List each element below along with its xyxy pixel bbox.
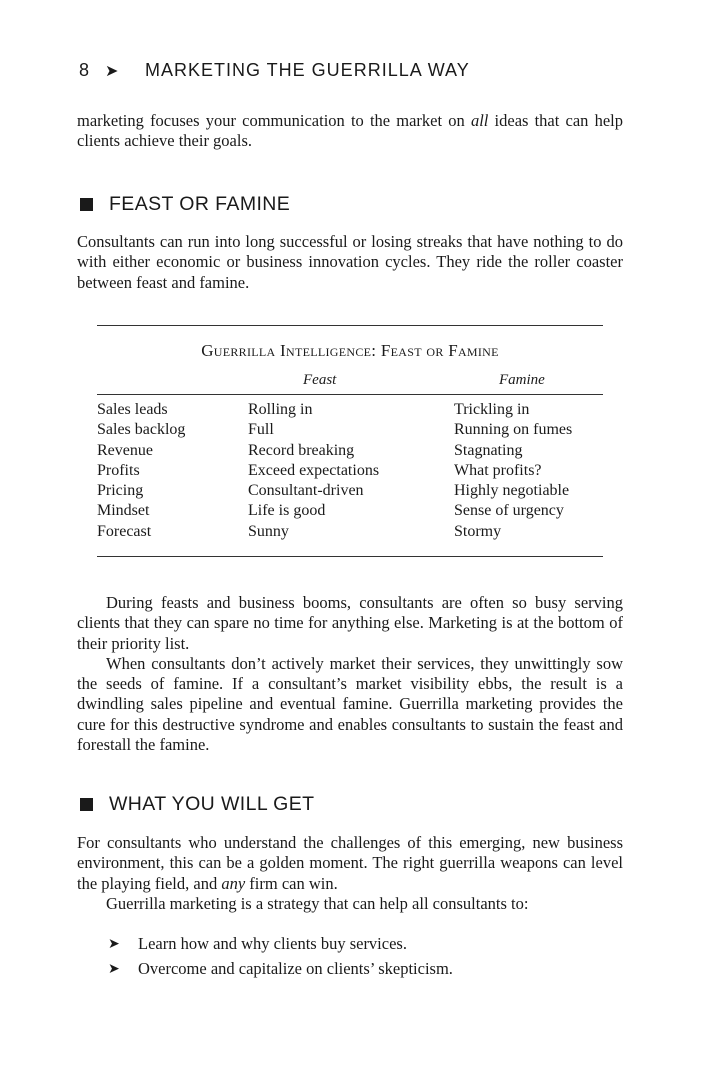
table-cell-famine: Stormy: [454, 522, 502, 540]
section-heading-what-you-will-get: WHAT YOU WILL GET: [80, 793, 314, 816]
sidebar-header-rule: [97, 394, 603, 395]
table-row-label: Sales leads: [97, 401, 168, 418]
sidebar-bottom-rule: [97, 556, 603, 557]
arrow-icon: ➤: [105, 63, 120, 80]
square-bullet-icon: [80, 198, 93, 211]
table-column-labels: [97, 400, 185, 542]
table-cell-feast: Life is good: [248, 502, 326, 520]
table-row-label: Sales backlog: [97, 421, 186, 439]
table-row-label: Profits: [97, 461, 140, 479]
table-cell-feast: Sunny: [248, 522, 289, 540]
table-column-feast: [248, 400, 379, 542]
table-cell-famine: Highly negotiable: [454, 482, 570, 500]
table-cell-feast: Exceed expectations: [248, 461, 380, 479]
intro-paragraph: marketing focuses your communication to the market on all ideas that can help clients achieve their goals.: [77, 111, 623, 151]
column-header-famine: Famine: [499, 372, 545, 388]
square-bullet-icon: [80, 798, 93, 811]
arrow-bullet-icon: ➤: [108, 960, 120, 977]
feast-intro-paragraph: Consultants can run into long successful or losing streaks that have nothing to do with either economic or business innovation cycles. They ride the roller coaster between feast and famine.: [77, 232, 623, 292]
get-body: [77, 833, 623, 914]
sidebar-title: Guerrilla Intelligence: Feast or Famine: [201, 341, 499, 360]
get-body-paragraph-2: Guerrilla marketing is a strategy that can help all consultants to:: [106, 893, 529, 913]
table-cell-feast: Full: [248, 421, 274, 439]
list-item: ➤ Overcome and capitalize on clients’ skepticism.: [108, 957, 453, 982]
emphasis-all: all: [470, 111, 489, 130]
emphasis-any: any: [221, 873, 246, 893]
table-column-famine: [454, 400, 572, 542]
table-cell-famine: Trickling in: [454, 401, 530, 418]
table-cell-feast: Rolling in: [248, 401, 313, 418]
bullet-list: [108, 932, 453, 981]
list-item: ➤ Learn how and why clients buy services.: [108, 932, 453, 957]
feast-body-paragraph-2: When consultants don’t actively market their services, they unwittingly sow the seeds of famine. If a consultant’s market visibility ebbs, the result is a dwindling sales pipeline and eventual famine. Guerrilla marketing provides the cure for this destructive syndrome and enables consultants to sustain the feast and forestall the famine.: [77, 653, 623, 755]
sidebar-top-rule: [97, 325, 603, 326]
table-cell-feast: Record breaking: [248, 441, 355, 459]
arrow-bullet-icon: ➤: [108, 936, 120, 952]
running-title: MARKETING THE GUERRILLA WAY: [145, 60, 470, 80]
section-heading-feast-or-famine: FEAST OR FAMINE: [80, 193, 290, 216]
running-head: [79, 60, 470, 81]
table-row-label: Mindset: [97, 502, 150, 520]
get-body-paragraph-1: For consultants who understand the challenges of this emerging, new business environment, this can be a golden moment. The right guerrilla weapons can level the playing field, and any firm can win.: [77, 833, 623, 893]
table-row-label: Pricing: [97, 482, 144, 500]
table-cell-famine: What profits?: [454, 461, 542, 479]
table-cell-famine: Stagnating: [454, 441, 523, 459]
table-cell-feast: Consultant-driven: [248, 482, 364, 500]
feast-body-paragraph-1: During feasts and business booms, consultants are often so busy serving clients that they can spare no time for anything else. Marketing is at the bottom of their priority list.: [77, 593, 623, 653]
table-cell-famine: Sense of urgency: [454, 502, 564, 520]
page-number: 8: [79, 60, 91, 80]
table-cell-famine: Running on fumes: [454, 421, 573, 439]
table-row-label: Forecast: [97, 522, 152, 540]
feast-body: [77, 593, 623, 755]
table-row-label: Revenue: [97, 441, 153, 459]
column-header-feast: Feast: [303, 372, 337, 388]
